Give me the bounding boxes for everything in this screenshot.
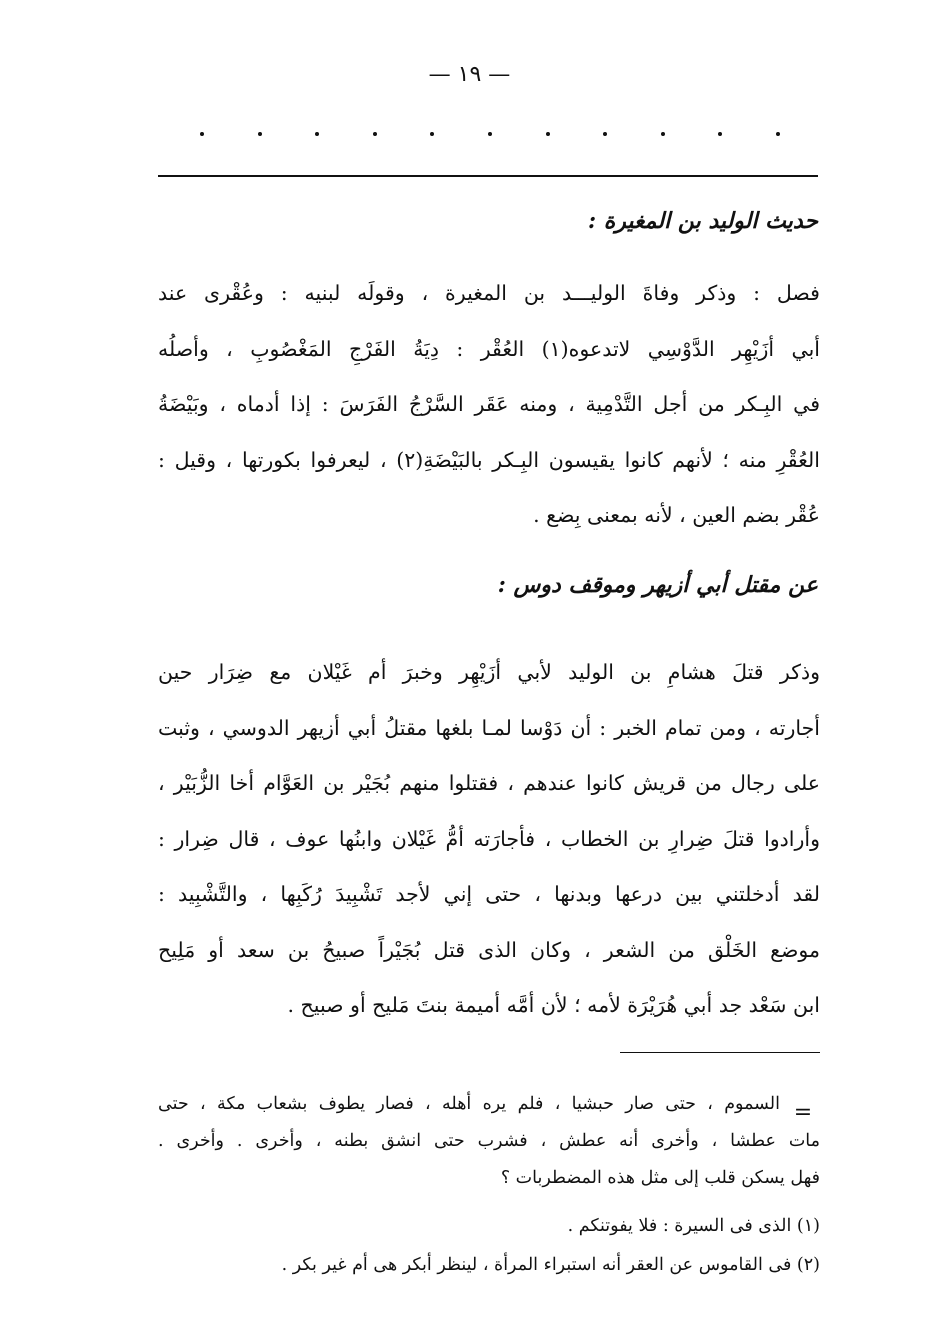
- footnote-rule: [620, 1052, 820, 1053]
- body-line: وأرادوا قتلَ ضِرارِ بن الخطاب ، فأجارَته أمُّ غَيْلان وابنُها عوف ، قال ضِرار :: [158, 826, 820, 851]
- body-line: لقد أدخلتني بين درعها وبدنها ، حتى إني لأجد تَشْبِيدَ رُكَبِها ، والتَّشْبِيد :: [158, 882, 820, 906]
- separator-dot: [200, 132, 204, 136]
- body-line: عُقْر بضم العين ، لأنه بمعنى بِضع .: [533, 503, 820, 527]
- page-number: — ١٩ —: [428, 62, 511, 87]
- body-line: أبي أزَيْهِر الدَّوْسِي لاتدعوه(١) العُقْر : دِيَةُ الفَرْجِ المَغْصُوبِ ، وأصلُه: [158, 336, 820, 361]
- header-rule: [158, 175, 818, 177]
- body-line: العُقْرِ منه ؛ لأنهم كانوا يقيسون البِـكر بالبَيْضَةِ(٢) ، ليعرفوا بكورتها ، وقيل :: [158, 447, 820, 472]
- footnote-1: (١) الذى فى السيرة : فلا يفوتنكم .: [567, 1216, 820, 1236]
- section-body-walid: [158, 266, 820, 544]
- footnote-line: مات عطشا ، وأخرى أنه عطش ، فشرب حتى انشق بطنه ، وأخرى . وأخرى .: [158, 1131, 820, 1151]
- section-heading-walid: حديث الوليد بن المغيرة :: [587, 208, 818, 234]
- footnote-line: فهل يسكن قلب إلى مثل هذه المضطربات ؟: [500, 1168, 820, 1188]
- section-heading-abu-uzayhir: عن مقتل أبي أزيهر وموقف دوس :: [497, 572, 818, 598]
- section-body-abu-uzayhir: [158, 645, 820, 1034]
- body-line: ابن سَعْد جد أبي هُرَيْرَة لأمه ؛ لأن أمَّه أميمة بنتَ مَليح أو صبيح .: [287, 993, 820, 1017]
- footnote-notes: [158, 1207, 820, 1285]
- ellipsis-dots-row: [200, 132, 780, 136]
- footnote-continuation: [158, 1086, 780, 1123]
- separator-dot: [776, 132, 780, 136]
- footnote-line: السموم ، حتى صار حبشيا ، فلم يره أهله ، فصار يطوف بشعاب مكة ، حتى: [158, 1094, 780, 1114]
- separator-dot: [718, 132, 722, 136]
- separator-dot: [258, 132, 262, 136]
- body-line: في البِـكر من أجل التَّدْمِية ، ومنه عَقَر السَّرْجُ الفَرَسَ : إذا أدماه ، وبَيْضَةُ: [158, 392, 820, 416]
- body-line: على رجال من قريش كانوا عندهم ، فقتلوا منهم بُجَيْر بن العَوَّام أخا الزُّبَيْر ،: [158, 771, 820, 795]
- separator-dot: [315, 132, 319, 136]
- separator-dot: [603, 132, 607, 136]
- footnote-2: (٢) فى القاموس عن العقر أنه استبراء المرأة ، لينظر أبكر هى أم غير بكر .: [281, 1255, 820, 1275]
- separator-dot: [546, 132, 550, 136]
- body-line: أجارته ، ومن تمام الخبر : أن دَوْسا لمـا بلغها مقتلُ أبي أزيهر الدوسي ، وثبت: [158, 715, 820, 740]
- separator-dot: [661, 132, 665, 136]
- footnote-continuation-mark: =: [793, 1100, 813, 1125]
- body-line: موضع الخَلْق من الشعر ، وكان الذى قتل بُجَيْراً صبيحُ بن سعد أو مَلِيح: [158, 937, 820, 962]
- body-line: وذكر قتلَ هشامِ بن الوليد لأبي أزَيْهِر وخبرَ أم غَيْلان مع ضِرَار حين: [158, 660, 820, 684]
- separator-dot: [430, 132, 434, 136]
- footnote-continuation-rest: [158, 1123, 820, 1197]
- body-line: فصل : وذكر وفاةَ الوليـــد بن المغيرة ، وقولَه لبنيه : وعُقْرى عند: [158, 281, 820, 305]
- separator-dot: [373, 132, 377, 136]
- separator-dot: [488, 132, 492, 136]
